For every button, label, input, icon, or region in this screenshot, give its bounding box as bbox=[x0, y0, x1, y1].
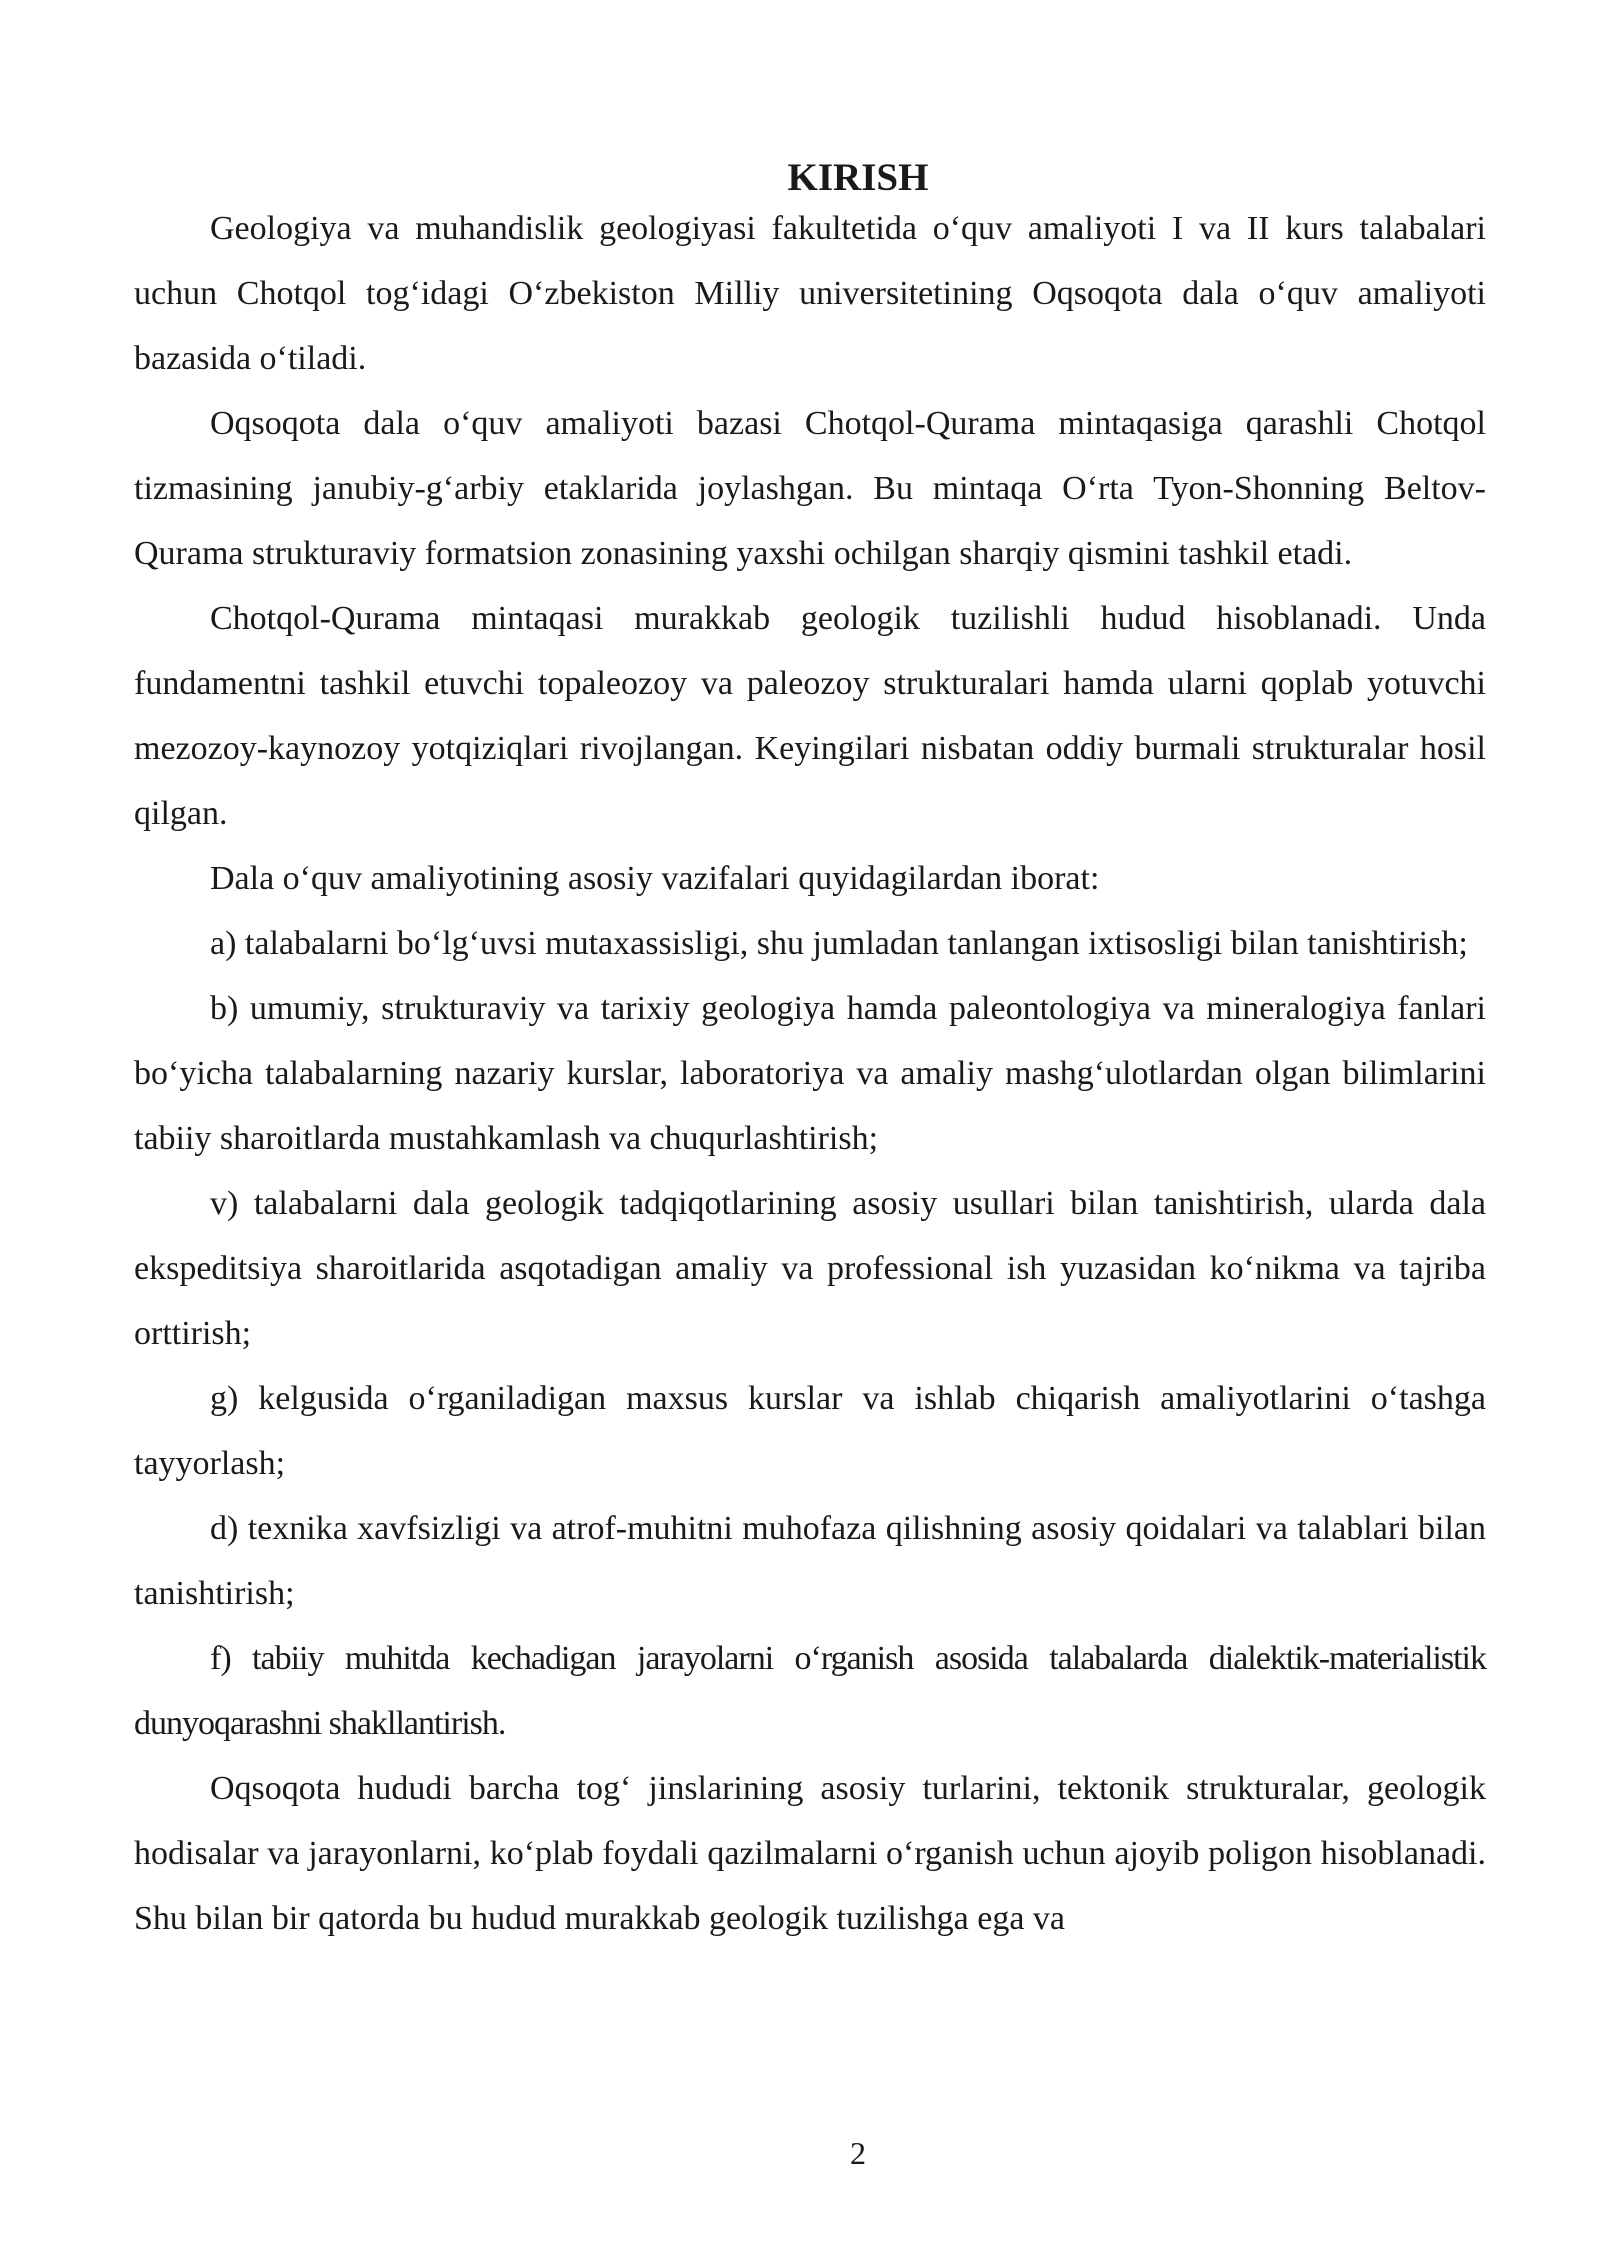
paragraph-tasks-intro: Dala o‘quv amaliyotining asosiy vazifalari quyidagilardan iborat: bbox=[210, 860, 1100, 897]
section-heading: KIRISH bbox=[787, 156, 929, 199]
paragraph-base-location: Oqsoqota dala o‘quv amaliyoti bazasi Chotqol-Qurama mintaqasiga qarashli Chotqol tizmasining janubiy-g‘arbiy etaklarida joylashgan. Bu mintaqa O‘rta Tyon-Shonning Beltov-Qurama strukturaviy formatsion zonasining yaxshi ochilgan sharqiy qismini tashkil etadi. bbox=[134, 405, 1486, 572]
page-number: 2 bbox=[850, 2135, 866, 2171]
list-item-b: b) umumiy, strukturaviy va tarixiy geologiya hamda paleontologiya va mineralogiya fanlari bo‘yicha talabalarning nazariy kurslar, laboratoriya va amaliy mashg‘ulotlardan olgan bilimlarini tabiiy sharoitlarda mustahkamlash va chuqurlashtirish; bbox=[134, 990, 1486, 1157]
paragraph-region-geology: Chotqol-Qurama mintaqasi murakkab geologik tuzilishli hudud hisoblanadi. Unda fundamentni tashkil etuvchi topaleozoy va paleozoy strukturalari hamda ularni qoplab yotuvchi mezozoy-kaynozoy yotqiziqlari rivojlangan. Keyingilari nisbatan oddiy burmali strukturalar hosil qilgan. bbox=[134, 600, 1486, 832]
paragraph-oqsoqota-area: Oqsoqota hududi barcha tog‘ jinslarining asosiy turlarini, tektonik strukturalar, geologik hodisalar va jarayonlarni, ko‘plab foydali qazilmalarni o‘rganish uchun ajoyib poligon hisoblanadi. Shu bilan bir qatorda bu hudud murakkab geologik tuzilishga ega va bbox=[134, 1770, 1486, 1937]
body-text bbox=[134, 196, 1486, 1951]
list-item-g: g) kelgusida o‘rganiladigan maxsus kurslar va ishlab chiqarish amaliyotlarini o‘tashga tayyorlash; bbox=[134, 1380, 1486, 1482]
paragraph-intro: Geologiya va muhandislik geologiyasi fakultetida o‘quv amaliyoti I va II kurs talabalari uchun Chotqol tog‘idagi O‘zbekiston Milliy universitetining Oqsoqota dala o‘quv amaliyoti bazasida o‘tiladi. bbox=[134, 210, 1486, 377]
list-item-v: v) talabalarni dala geologik tadqiqotlarining asosiy usullari bilan tanishtirish, ularda dala ekspeditsiya sharoitlarida asqotadigan amaliy va professional ish yuzasidan ko‘nikma va tajriba orttirish; bbox=[134, 1185, 1486, 1352]
list-item-d: d) texnika xavfsizligi va atrof-muhitni muhofaza qilishning asosiy qoidalari va talablari bilan tanishtirish; bbox=[134, 1510, 1486, 1612]
list-item-f: f) tabiiy muhitda kechadigan jarayolarni o‘rganish asosida talabalarda dialektik-materialistik dunyoqarashni shakllantirish. bbox=[134, 1640, 1486, 1742]
list-item-a: a) talabalarni bo‘lg‘uvsi mutaxassisligi, shu jumladan tanlangan ixtisosligi bilan tanishtirish; bbox=[210, 925, 1468, 962]
